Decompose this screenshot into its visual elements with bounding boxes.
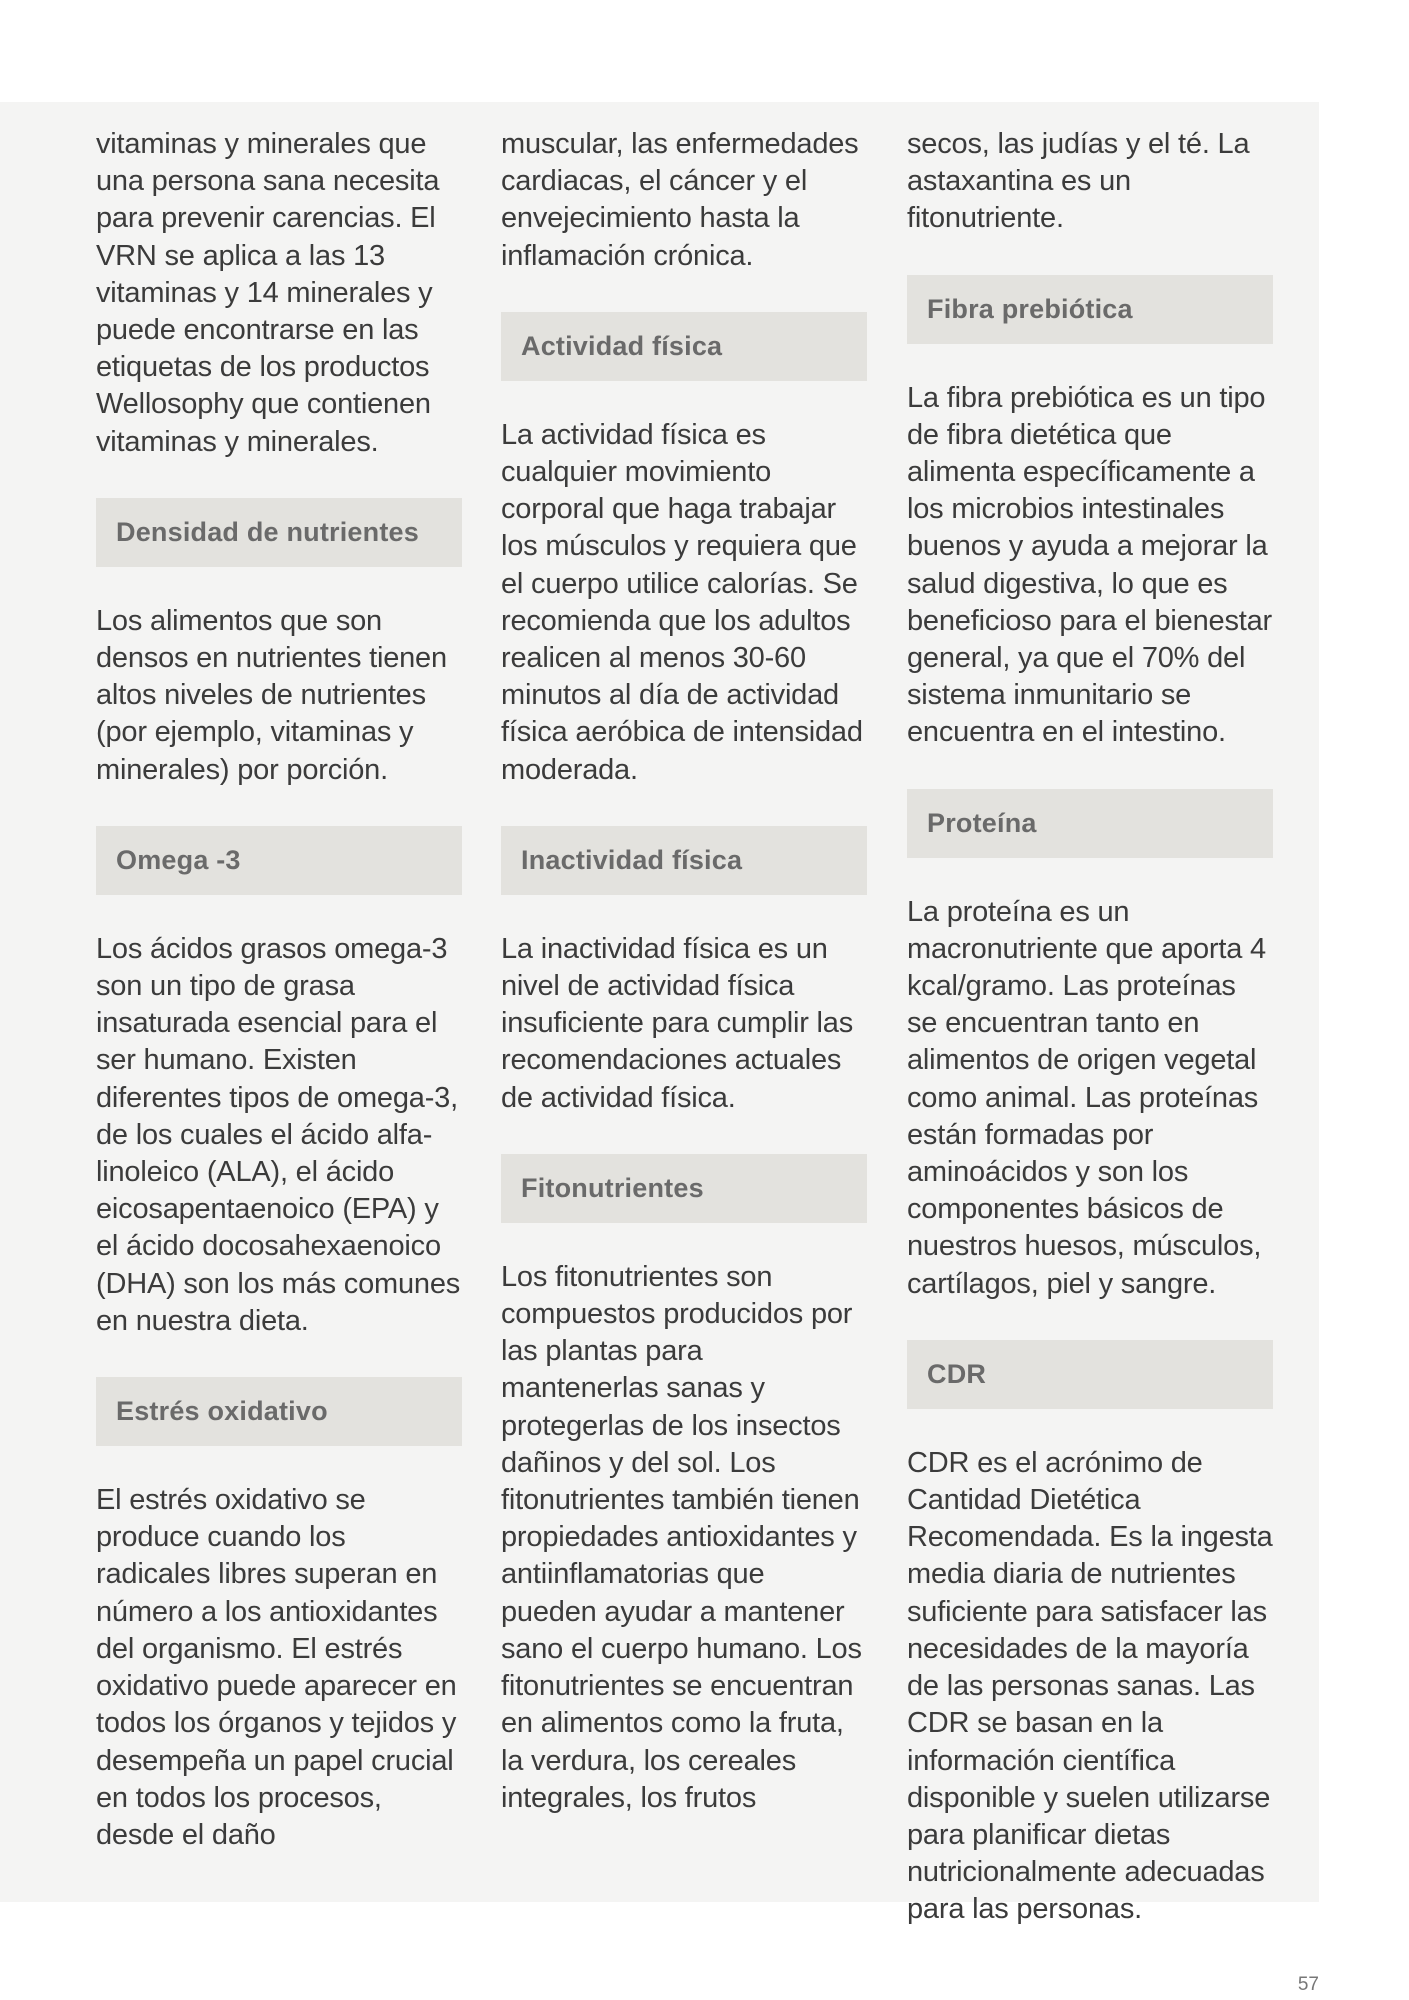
section-heading-estres-oxidativo: Estrés oxidativo <box>96 1377 462 1446</box>
column-1 <box>96 126 462 1854</box>
section-heading-fitonutrientes: Fitonutrientes <box>501 1154 867 1223</box>
section-heading-actividad-fisica: Actividad física <box>501 312 867 381</box>
section-heading-omega-3: Omega -3 <box>96 826 462 895</box>
paragraph: vitaminas y minerales que una persona sana necesita para prevenir carencias. El VRN se aplica a las 13 vitaminas y 14 minerales y puede encontrarse en las etiquetas de los productos Wellosophy que contienen vitaminas y minerales. <box>96 128 440 458</box>
paragraph: La fibra prebiótica es un tipo de fibra dietética que alimenta específicamente a los microbios intestinales buenos y ayuda a mejorar la salud digestiva, lo que es beneficioso para el bienestar general, ya que el 70% del sistema inmunitario se encuentra en el intestino. <box>907 381 1272 749</box>
paragraph: La proteína es un macronutriente que aporta 4 kcal/gramo. Las proteínas se encuentran tanto en alimentos de origen vegetal como animal. Las proteínas están formadas por aminoácidos y son los componentes básicos de nuestros huesos, músculos, cartílagos, piel y sangre. <box>907 895 1266 1300</box>
column-2 <box>501 126 867 1817</box>
page-number: 57 <box>1297 1974 1319 1995</box>
column-3 <box>907 126 1273 1929</box>
paragraph: CDR es el acrónimo de Cantidad Dietética Recomendada. Es la ingesta media diaria de nutrientes suficiente para satisfacer las necesidades de la mayoría de las personas sanas. Las CDR se basan en la información científica disponible y suelen utilizarse para planificar dietas nutricionalmente adecuadas para las personas. <box>907 1446 1273 1926</box>
section-heading-densidad: Densidad de nutrientes <box>96 498 462 567</box>
paragraph: La actividad física es cualquier movimiento corporal que haga trabajar los músculos y requiera que el cuerpo utilice calorías. Se recomienda que los adultos realicen al menos 30-60 minutos al día de actividad física aeróbica de intensidad moderada. <box>501 418 863 786</box>
paragraph: Los fitonutrientes son compuestos producidos por las plantas para mantenerlas sanas y protegerlas de los insectos dañinos y del sol. Los fitonutrientes también tienen propiedades antioxidantes y antiinflamatorias que pueden ayudar a mantener sano el cuerpo humano. Los fitonutrientes se encuentran en alimentos como la fruta, la verdura, los cereales integrales, los frutos <box>501 1260 862 1814</box>
paragraph: secos, las judías y el té. La astaxantina es un fitonutriente. <box>907 128 1250 235</box>
paragraph: Los ácidos grasos omega-3 son un tipo de grasa insaturada esencial para el ser humano. Existen diferentes tipos de omega-3, de los cuales el ácido alfa-linoleico (ALA), el ácido eicosapentaenoico (EPA) y el ácido docosahexaenoico (DHA) son los más comunes en nuestra dieta. <box>96 932 461 1337</box>
paragraph: muscular, las enfermedades cardiacas, el cáncer y el envejecimiento hasta la inflamación crónica. <box>501 128 859 272</box>
paragraph: El estrés oxidativo se produce cuando los radicales libres superan en número a los antioxidantes del organismo. El estrés oxidativo puede aparecer en todos los órganos y tejidos y desempeña un papel crucial en todos los procesos, desde el daño <box>96 1484 457 1851</box>
section-heading-cdr: CDR <box>907 1340 1273 1409</box>
section-heading-fibra-prebiotica: Fibra prebiótica <box>907 275 1273 344</box>
section-heading-inactividad-fisica: Inactividad física <box>501 826 867 895</box>
paragraph: Los alimentos que son densos en nutrientes tienen altos niveles de nutrientes (por ejemplo, vitaminas y minerales) por porción. <box>96 604 447 786</box>
paragraph: La inactividad física es un nivel de actividad física insuficiente para cumplir las recomendaciones actuales de actividad física. <box>501 932 854 1114</box>
section-heading-proteina: Proteína <box>907 789 1273 858</box>
